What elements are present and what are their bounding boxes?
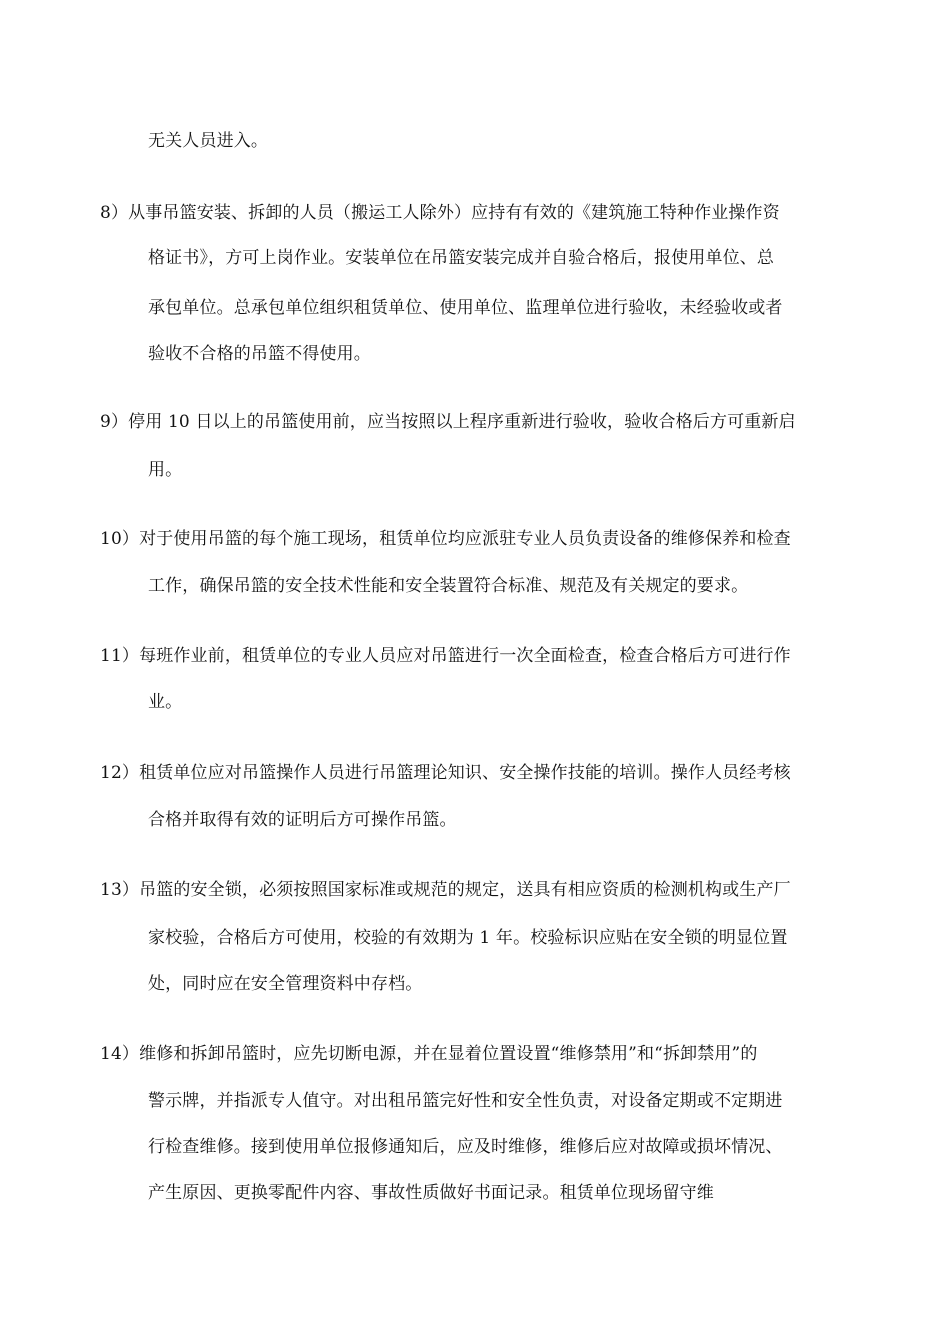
item-10-line-1: 10）对于使用吊篮的每个施工现场，租赁单位均应派驻专业人员负责设备的维修保养和检查 (100, 529, 791, 549)
item-11-line-1: 11）每班作业前，租赁单位的专业人员应对吊篮进行一次全面检查，检查合格后方可进行作 (100, 646, 791, 666)
item-12-line-1: 12）租赁单位应对吊篮操作人员进行吊篮理论知识、安全操作技能的培训。操作人员经考核 (100, 763, 791, 783)
item-9-line-2: 用。 (148, 460, 183, 480)
item-14-line-3: 行检查维修。接到使用单位报修通知后，应及时维修，维修后应对故障或损坏情况、 (148, 1137, 783, 1157)
item-9-line-1: 9）停用 10 日以上的吊篮使用前，应当按照以上程序重新进行验收，验收合格后方可重新启 (100, 412, 796, 432)
item-12-line-2: 合格并取得有效的证明后方可操作吊篮。 (148, 810, 457, 830)
item-8-line-4: 验收不合格的吊篮不得使用。 (148, 344, 371, 364)
item-13-line-2: 家校验，合格后方可使用，校验的有效期为 1 年。校验标识应贴在安全锁的明显位置 (148, 928, 788, 948)
item-13-line-3: 处，同时应在安全管理资料中存档。 (148, 974, 423, 994)
item-14-line-1: 14）维修和拆卸吊篮时，应先切断电源，并在显着位置设置“维修禁用”和“拆卸禁用”的 (100, 1044, 758, 1064)
item-10-line-2: 工作，确保吊篮的安全技术性能和安全装置符合标准、规范及有关规定的要求。 (148, 576, 749, 596)
item-11-line-2: 业。 (148, 692, 183, 712)
item-14-line-4: 产生原因、更换零配件内容、事故性质做好书面记录。租赁单位现场留守维 (148, 1183, 714, 1203)
continuation-line: 无关人员进入。 (148, 131, 269, 151)
item-8-line-1: 8）从事吊篮安装、拆卸的人员（搬运工人除外）应持有有效的《建筑施工特种作业操作资 (100, 203, 780, 223)
item-13-line-1: 13）吊篮的安全锁，必须按照国家标准或规范的规定，送具有相应资质的检测机构或生产厂 (100, 880, 791, 900)
item-14-line-2: 警示牌，并指派专人值守。对出租吊篮完好性和安全性负责，对设备定期或不定期进 (148, 1091, 783, 1111)
item-8-line-2: 格证书》，方可上岗作业。安装单位在吊篮安装完成并自验合格后，报使用单位、总 (148, 248, 775, 268)
item-8-line-3: 承包单位。总承包单位组织租赁单位、使用单位、监理单位进行验收，未经验收或者 (148, 298, 783, 318)
